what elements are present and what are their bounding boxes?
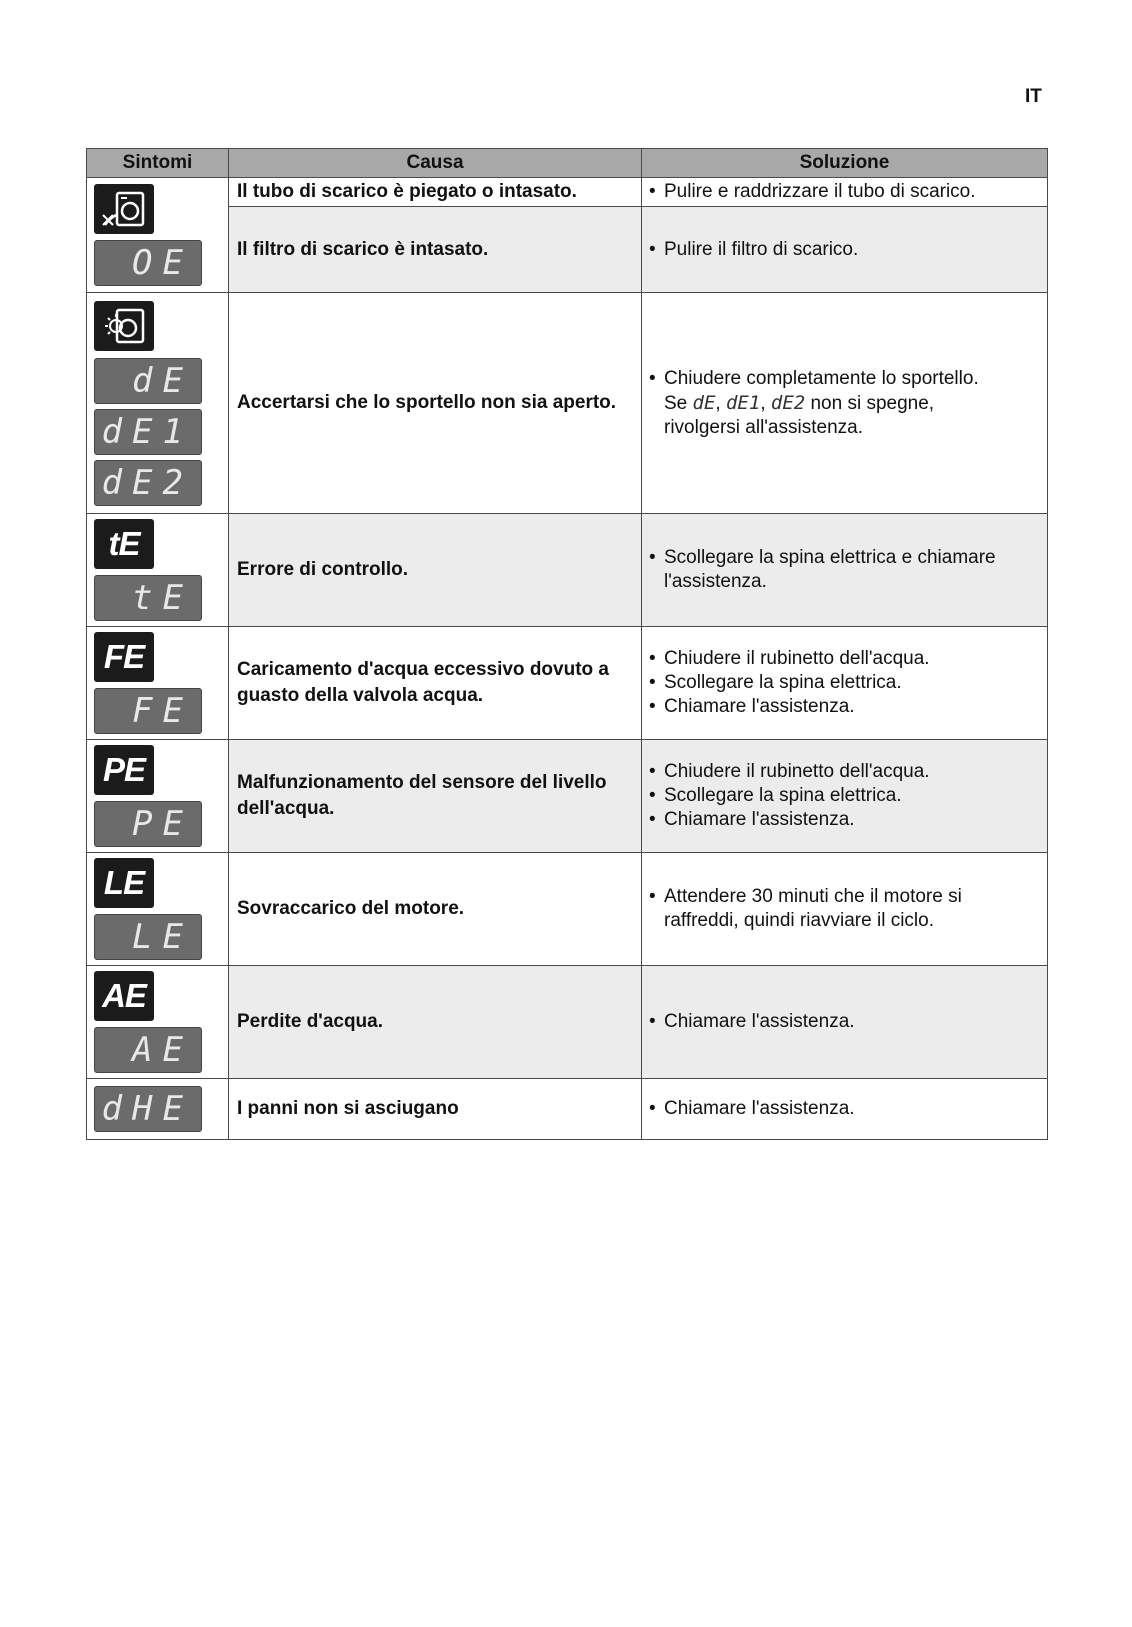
troubleshooting-table — [86, 148, 1048, 1140]
language-code: IT — [1025, 86, 1042, 107]
header-cause: Causa — [229, 149, 642, 178]
cause-text: Caricamento d'acqua eccessivo dovuto a guasto della valvola acqua. — [229, 627, 642, 740]
solution-cell: • Scollegare la spina elettrica e chiamare l'assistenza. — [642, 514, 1048, 627]
symptom-cell — [87, 966, 229, 1079]
lcd-display: dE1 — [94, 409, 202, 455]
drain-icon — [94, 184, 154, 234]
solution-cell: • Chiudere completamente lo sportello. Se dE, dE1, dE2 non si spegne, rivolgersi all'assistenza. — [642, 293, 1048, 514]
lcd-display: dE — [94, 358, 202, 404]
ae-code-icon: AE — [94, 971, 154, 1021]
pe-code-icon: PE — [94, 745, 154, 795]
solution-text: Chiamare l'assistenza. — [664, 696, 855, 717]
solution-cell: • Chiamare l'assistenza. — [642, 966, 1048, 1079]
solution-cell: • Chiudere il rubinetto dell'acqua. • Scollegare la spina elettrica. • Chiamare l'assistenza. — [642, 740, 1048, 853]
cause-text: Errore di controllo. — [229, 514, 642, 627]
solution-text: l'assistenza. — [664, 571, 767, 592]
lcd-code: dE1 — [725, 391, 761, 414]
symptom-cell — [87, 293, 229, 514]
table-row — [87, 178, 1048, 207]
table-row — [87, 627, 1048, 740]
lcd-display: tE — [94, 575, 202, 621]
solution-text: raffreddi, quindi riavviare il ciclo. — [664, 910, 934, 931]
lcd-display: dHE — [94, 1086, 202, 1132]
solution-cell: • Pulire e raddrizzare il tubo di scarico. — [642, 178, 1048, 207]
table-row — [87, 740, 1048, 853]
table-row — [87, 514, 1048, 627]
lcd-display: PE — [94, 801, 202, 847]
solution-cell: • Chiamare l'assistenza. — [642, 1079, 1048, 1140]
table-row — [87, 966, 1048, 1079]
solution-text: Chiamare l'assistenza. — [664, 1098, 855, 1119]
solution-text: Chiudere il rubinetto dell'acqua. — [664, 648, 930, 669]
cause-text: Il tubo di scarico è piegato o intasato. — [229, 178, 642, 207]
symptom-cell — [87, 740, 229, 853]
solution-cell: • Pulire il filtro di scarico. — [642, 207, 1048, 293]
solution-text: Scollegare la spina elettrica. — [664, 785, 902, 806]
te-code-icon: tE — [94, 519, 154, 569]
le-code-icon: LE — [94, 858, 154, 908]
table-row — [87, 207, 1048, 293]
cause-text: Sovraccarico del motore. — [229, 853, 642, 966]
lcd-display: LE — [94, 914, 202, 960]
table-row — [87, 1079, 1048, 1140]
solution-text: Scollegare la spina elettrica e chiamare — [664, 547, 996, 568]
solution-text: Chiudere completamente lo sportello. — [664, 367, 979, 389]
lcd-display: AE — [94, 1027, 202, 1073]
cause-text: Perdite d'acqua. — [229, 966, 642, 1079]
cause-text: Il filtro di scarico è intasato. — [229, 207, 642, 293]
fe-code-icon: FE — [94, 632, 154, 682]
cause-text: Accertarsi che lo sportello non sia aperto. — [229, 293, 642, 514]
solution-cell: • Chiudere il rubinetto dell'acqua. • Scollegare la spina elettrica. • Chiamare l'assistenza. — [642, 627, 1048, 740]
solution-text: Se dE, dE1, dE2 non si spegne, — [664, 391, 935, 414]
header-symptoms: Sintomi — [87, 149, 229, 178]
door-icon — [94, 301, 154, 351]
symptom-cell — [87, 853, 229, 966]
solution-text: Chiamare l'assistenza. — [664, 1011, 855, 1032]
lcd-display: OE — [94, 240, 202, 286]
symptom-cell — [87, 178, 229, 293]
lcd-code: dE2 — [770, 391, 806, 414]
solution-cell: • Attendere 30 minuti che il motore si raffreddi, quindi riavviare il ciclo. — [642, 853, 1048, 966]
lcd-display: dE2 — [94, 460, 202, 506]
symptom-cell — [87, 1079, 229, 1140]
solution-text: Chiamare l'assistenza. — [664, 809, 855, 830]
solution-text: rivolgersi all'assistenza. — [664, 416, 863, 438]
symptom-cell — [87, 627, 229, 740]
solution-text: Pulire e raddrizzare il tubo di scarico. — [664, 181, 976, 202]
lcd-code: dE — [692, 391, 716, 414]
lcd-display: FE — [94, 688, 202, 734]
header-solution: Soluzione — [642, 149, 1048, 178]
solution-text: Chiudere il rubinetto dell'acqua. — [664, 761, 930, 782]
table-header-row — [87, 149, 1048, 178]
table-row — [87, 293, 1048, 514]
solution-text: Scollegare la spina elettrica. — [664, 672, 902, 693]
table-row — [87, 853, 1048, 966]
symptom-cell — [87, 514, 229, 627]
cause-text: I panni non si asciugano — [229, 1079, 642, 1140]
cause-text: Malfunzionamento del sensore del livello dell'acqua. — [229, 740, 642, 853]
solution-text: Attendere 30 minuti che il motore si — [664, 886, 962, 907]
solution-text: Pulire il filtro di scarico. — [664, 238, 859, 260]
